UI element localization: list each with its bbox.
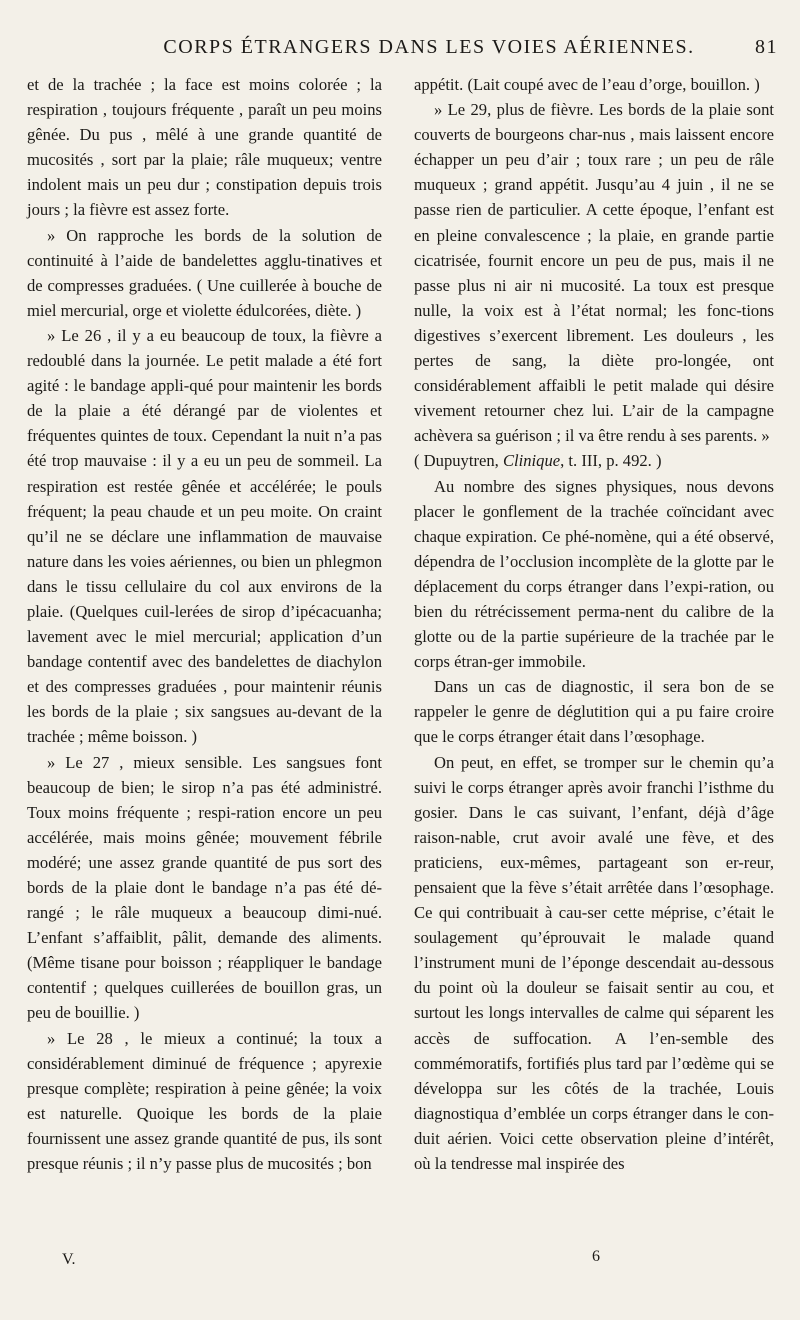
paragraph: » Le 26 , il y a eu beaucoup de toux, la fièvre a redoublé dans la journée. Le petit malade a été fort agité : le bandage appli-qué pour maintenir les bords de la plaie a été dérangé par de violentes et fréquentes quintes de toux. Cependant la nuit n’a pas été trop mauvaise : il y a eu un peu de sommeil. La respiration est restée gênée et accélérée; le pouls fréquent; la peau chaude et un peu moite. On craint qu’il ne se déclare une inflammation de mauvaise nature dans les voies aériennes, ou bien un phlegmon dans le tissu cellulaire du col aux environs de la plaie. (Quelques cuil-lerées de sirop d’ipécacuanha; lavement avec le miel mercurial; application d’un bandage contentif avec des bandelettes de diachylon et des compresses graduées , pour maintenir réunis les bords de la plaie ; six sangsues au-devant de la trachée ; même boisson. ) [27,325,382,747]
signature-mark-right: 6 [592,1248,600,1265]
paragraph: » Le 27 , mieux sensible. Les sangsues font beaucoup de bien; le sirop n’a pas été administré. Toux moins fréquente ; respi-ration encore un peu accélérée, mais moins gênée; mouvement fébrile modéré; une assez grande quantité de pus sort des bords de la plaie dont le bandage n’a pas été dé-rangé ; le râle muqueux a beaucoup dimi-nué. L’enfant s’affaiblit, pâlit, demande des aliments. (Même tisane pour boisson ; réappliquer le bandage contentif ; quelques cuillerées de bouillon gras, un peu de bouillie. ) [27,752,382,1023]
paragraph: Au nombre des signes physiques, nous devons placer le gonflement de la trachée coïncidant avec chaque expiration. Ce phé-nomène, qui a été observé, dépendra de l’occlusion incomplète de la glotte par le déplacement du corps étranger dans l’expi-ration, ou bien du rétrécissement perma-nent du calibre de la glotte ou de la partie supérieure de la trachée par le corps étran-ger immobile. [414,476,774,672]
citation-work-title: Clinique [502,451,561,471]
page-number: 81 [755,36,778,58]
left-column [27,72,382,1176]
paragraph: et de la trachée ; la face est moins colorée ; la respiration , toujours fréquente , paraît un peu moins gênée. Du pus , mêlé à une grande quantité de mucosités , sort par la plaie; râle muqueux; ventre indolent mais un peu dur ; constipation depuis trois jours ; la fièvre est assez forte. [27,75,382,220]
right-column [414,72,774,1176]
paragraph: » Le 28 , le mieux a continué; la toux a considérablement diminué de fréquence ; apyrexie presque complète; respiration à peine gênée; la voix est naturelle. Quoique les bords de la plaie fournissent une assez grande quantité de pus, ils sont presque réunis ; il n’y passe plus de mucosités ; bon [27,1028,382,1174]
citation [414,448,774,473]
citation-author: ( Dupuytren, [414,451,503,471]
paragraph: » On rapproche les bords de la solution de continuité à l’aide de bandelettes agglu-tinatives et de compresses graduées. ( Une cuillerée à bouche de miel mercurial, orge et violette édulcorées, diète. ) [27,225,382,320]
paragraph: On peut, en effet, se tromper sur le chemin qu’a suivi le corps étranger après avoir franchi l’isthme du gosier. Dans le cas suivant, l’enfant, déjà d’âge raison-nable, crut avoir avalé une fève, et des praticiens, eux-mêmes, partageant son er-reur, pensaient que la fève s’était arrêtée dans l’œsophage. Ce qui contribuait à cau-ser cette méprise, c’était le soulagement qu’éprouvait le malade quand l’instrument muni de l’éponge descendait au-dessous du point où la douleur se faisait sentir au cou, et surtout les longs intervalles de calme qui séparent les accès de suffocation. A l’en-semble des commémoratifs, fortifiés plus tard par l’œdème qui se développa sur les côtés de la trachée, Louis diagnostiqua d’emblée un corps étranger dans le con-duit aérien. Voici cette observation pleine d’intérêt, où la tendresse mal inspirée des [414,752,774,1174]
paragraph: Dans un cas de diagnostic, il sera bon de se rappeler le genre de déglutition qui a pu faire croire que le corps étranger était dans l’œsophage. [414,677,774,747]
running-header [30,36,778,66]
signature-mark-left: V. [62,1251,76,1268]
citation-reference: , t. III, p. 492. ) [560,451,662,471]
paragraph: » Le 29, plus de fièvre. Les bords de la plaie sont couverts de bourgeons char-nus , mais laissent encore échapper un peu d’air ; toux rare ; un peu de râle muqueux ; grand appétit. Jusqu’au 4 juin , il ne se passe rien de particulier. A cette époque, l’enfant est en pleine convalescence ; la plaie, en grande partie cicatrisée, fournit encore un peu de pus, mais il ne passe plus ni air ni mucosité. La toux est presque nulle, la voix est à l’état normal; les fonc-tions digestives s’exercent librement. Les douleurs , les pertes de sang, la diète pro-longée, ont considérablement affaibli le petit malade qui désire vivement retourner chez lui. L’air de la campagne achèvera sa guérison ; il va être rendu à ses parents. » [414,100,774,446]
running-title: CORPS ÉTRANGERS DANS LES VOIES AÉRIENNES. [163,36,695,58]
paragraph: appétit. (Lait coupé avec de l’eau d’orge, bouillon. ) [414,75,760,94]
